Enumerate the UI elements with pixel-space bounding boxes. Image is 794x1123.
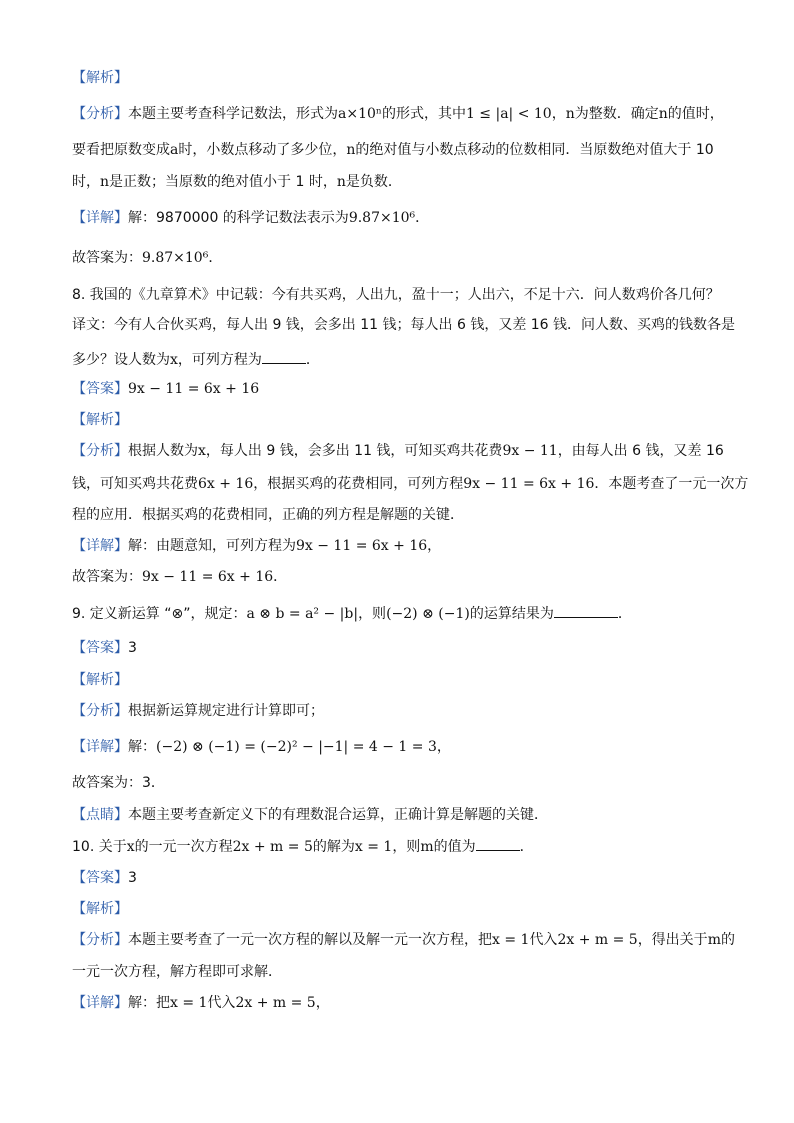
section-tag: 【分析】: [72, 443, 128, 459]
section-tag: 【详解】: [72, 739, 128, 755]
text-span: 故答案为：: [72, 250, 142, 266]
text-line-6: [72, 248, 724, 268]
text-line-26: [72, 899, 724, 919]
text-span: ．: [273, 569, 288, 585]
math-expression: 2x + m = 5: [235, 995, 316, 1011]
math-expression: x: [170, 352, 178, 368]
text-line-3: [72, 140, 724, 160]
section-tag: 【点睛】: [72, 807, 128, 823]
text-line-28: [72, 962, 724, 982]
text-line-27: [72, 930, 735, 950]
text-span: 本题主要考查了一元一次方程的解以及解一元一次方程，把: [128, 932, 492, 948]
text-span: ．: [519, 839, 534, 855]
math-expression: 9x − 11: [502, 443, 558, 459]
text-line-21: [72, 737, 724, 757]
math-expression: 9.87×10⁶: [142, 250, 209, 266]
text-span: ，: [551, 106, 566, 122]
text-span: 代入: [529, 932, 558, 948]
section-tag: 【答案】: [72, 870, 128, 886]
math-expression: 9x − 11 = 6x + 16: [142, 569, 274, 585]
text-span: 的: [720, 932, 735, 948]
answer-blank: [262, 349, 306, 364]
text-span: ，得出关于: [637, 932, 708, 948]
math-expression: n: [336, 174, 346, 190]
text-span: 本题主要考查科学记数法，形式为: [128, 106, 338, 122]
text-span: ．: [617, 606, 632, 622]
math-expression: n: [100, 174, 110, 190]
text-line-23: [72, 805, 724, 825]
math-expression: 2x + m = 5: [232, 839, 313, 855]
text-line-13: [72, 474, 749, 494]
text-span: 3: [128, 640, 137, 656]
math-expression: x: [126, 839, 135, 855]
text-span: 8. 我国的《九章算术》中记载：今有共买鸡，人出九，盈十一；人出六，不足十六．问人数鸡价各几何？: [72, 287, 720, 303]
text-line-16: [72, 567, 724, 587]
text-line-12: [72, 441, 724, 461]
section-tag: 【解析】: [72, 901, 128, 917]
text-line-7: [72, 285, 724, 305]
text-span: ，则: [358, 606, 387, 622]
text-span: 多少？设人数为: [72, 352, 170, 368]
text-span: 的运算结果为: [469, 606, 554, 622]
section-tag: 【分析】: [72, 932, 128, 948]
math-expression: a: [170, 142, 179, 158]
answer-blank: [476, 836, 520, 851]
text-span: 解：: [128, 739, 156, 755]
text-line-4: [72, 172, 724, 192]
text-span: 故答案为：: [72, 569, 142, 585]
text-span: ．本题考查了一元一次方: [594, 476, 749, 492]
text-line-19: [72, 670, 724, 690]
section-tag: 【详解】: [72, 995, 128, 1011]
section-tag: 【分析】: [72, 703, 128, 719]
math-expression: m: [707, 932, 721, 948]
text-span: 解：9870000 的科学记数法表示为: [128, 210, 349, 226]
text-span: 的绝对值与小数点移动的位数相同．当原数绝对值大于 10: [355, 142, 714, 158]
text-span: 的形式，其中: [381, 106, 466, 122]
text-span: ．: [305, 352, 320, 368]
text-span: 为整数．确定: [574, 106, 659, 122]
math-expression: m: [420, 839, 434, 855]
math-expression: a×10ⁿ: [338, 106, 382, 122]
math-expression: x = 1: [354, 839, 393, 855]
section-tag: 【详解】: [72, 210, 128, 226]
section-tag: 【解析】: [72, 70, 128, 86]
text-line-17: [72, 603, 724, 624]
text-span: 程的应用．根据买鸡的花费相同，正确的列方程是解题的关键．: [72, 507, 464, 523]
text-span: 是负数．: [345, 174, 402, 190]
text-span: ，每人出 9 钱，会多出 11 钱，可知买鸡共花费: [205, 443, 503, 459]
text-span: ，: [436, 739, 451, 755]
text-span: ．: [208, 250, 223, 266]
text-line-2: [72, 104, 724, 124]
math-expression: n: [346, 142, 356, 158]
text-line-14: [72, 505, 724, 525]
text-line-10: [72, 379, 724, 399]
section-tag: 【详解】: [72, 538, 128, 554]
math-expression: 1 ≤ |a| < 10: [465, 106, 552, 122]
text-line-1: [72, 68, 724, 88]
text-span: 一元一次方程，解方程即可求解．: [72, 964, 282, 980]
math-expression: 2x + m = 5: [557, 932, 638, 948]
math-expression: 6x + 16: [198, 476, 254, 492]
text-span: 钱，可知买鸡共花费: [72, 476, 198, 492]
text-span: ，由每人出 6 钱，又差 16: [557, 443, 724, 459]
math-expression: 9x − 11 = 6x + 16: [296, 538, 428, 554]
math-expression: (−2) ⊗ (−1): [386, 606, 470, 622]
text-span: 要看把原数变成: [72, 142, 170, 158]
text-span: 解：把: [128, 995, 170, 1011]
answer-blank: [554, 603, 618, 618]
text-line-8: [72, 315, 736, 335]
text-span: ，: [315, 995, 330, 1011]
text-span: 译文：今有人合伙买鸡，每人出 9 钱，会多出 11 钱；每人出 6 钱，又差 16 钱．问人数、买鸡的钱数各是: [72, 317, 736, 333]
text-span: ，: [427, 538, 442, 554]
math-expression: x = 1: [170, 995, 208, 1011]
text-span: 的值为: [433, 839, 476, 855]
text-line-9: [72, 349, 724, 370]
text-line-20: [72, 701, 724, 721]
text-span: 故答案为：3．: [72, 775, 165, 791]
text-span: 代入: [207, 995, 236, 1011]
text-span: 根据人数为: [128, 443, 198, 459]
text-span: ，根据买鸡的花费相同，可列方程: [253, 476, 464, 492]
text-span: 的一元一次方程: [134, 839, 233, 855]
math-expression: 9.87×10⁶: [348, 210, 416, 226]
section-tag: 【答案】: [72, 381, 128, 397]
text-line-18: [72, 638, 724, 658]
text-span: ．: [415, 210, 430, 226]
section-tag: 【解析】: [72, 412, 128, 428]
text-span: ，可列方程为: [177, 352, 262, 368]
text-line-24: [72, 836, 724, 857]
text-span: 的解为: [312, 839, 355, 855]
text-span: 解：由题意知，可列方程为: [128, 538, 296, 554]
text-span: 时，: [72, 174, 100, 190]
math-expression: x: [198, 443, 206, 459]
text-line-11: [72, 410, 724, 430]
text-line-15: [72, 536, 724, 556]
text-span: 本题主要考查新定义下的有理数混合运算，正确计算是解题的关键．: [128, 807, 548, 823]
text-span: 3: [128, 870, 137, 886]
section-tag: 【答案】: [72, 640, 128, 656]
text-span: 是正数；当原数的绝对值小于 1 时，: [109, 174, 337, 190]
section-tag: 【解析】: [72, 672, 128, 688]
text-span: ，则: [392, 839, 421, 855]
text-span: 根据新运算规定进行计算即可；: [128, 703, 324, 719]
text-span: 10. 关于: [72, 839, 127, 855]
text-line-5: [72, 208, 724, 228]
math-expression: 9x − 11 = 6x + 16: [463, 476, 595, 492]
text-line-22: [72, 773, 724, 793]
text-span: 的值时，: [667, 106, 724, 122]
text-line-25: [72, 868, 724, 888]
math-expression: n: [565, 106, 575, 122]
math-expression: (−2) ⊗ (−1) = (−2)² − |−1| = 4 − 1 = 3: [156, 739, 437, 755]
math-expression: 9x − 11 = 6x + 16: [128, 381, 260, 397]
text-line-29: [72, 993, 724, 1013]
text-span: 时，小数点移动了多少位，: [178, 142, 347, 158]
math-expression: x = 1: [492, 932, 530, 948]
math-expression: n: [658, 106, 668, 122]
math-expression: a ⊗ b = a² − |b|: [246, 606, 359, 622]
text-span: 9. 定义新运算 “⊗”，规定：: [72, 606, 247, 622]
section-tag: 【分析】: [72, 106, 128, 122]
